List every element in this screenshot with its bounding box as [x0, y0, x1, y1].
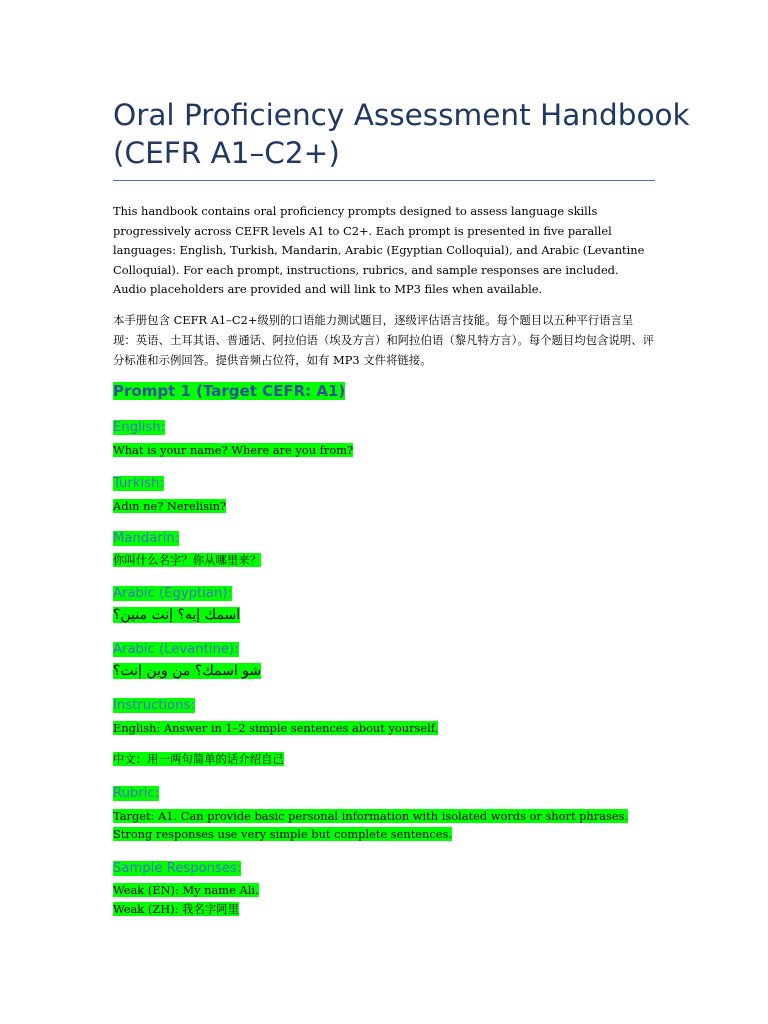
sample-responses-label-text: Sample Responses:	[113, 861, 242, 876]
english-prompt	[113, 441, 655, 459]
sample-weak-english-text: Weak (EN): My name Ali.	[113, 883, 259, 897]
instructions-english	[113, 719, 655, 737]
instructions-english-text: English: Answer in 1–2 simple sentences about yourself.	[113, 721, 439, 735]
sample-responses-label	[113, 860, 241, 878]
turkish-prompt-text: Adın ne? Nerelisin?	[113, 499, 227, 513]
instructions-label	[113, 697, 195, 715]
rubric-text	[113, 807, 655, 843]
english-label	[113, 419, 165, 437]
instructions-chinese	[113, 750, 655, 768]
mandarin-label	[113, 530, 179, 548]
sample-weak-english	[113, 881, 655, 899]
turkish-label	[113, 475, 164, 493]
arabic-egyptian-label	[113, 585, 232, 603]
rubric-text-content: Target: A1. Can provide basic personal information with isolated words or short phrases. Strong responses use very simple but complete sentences.	[113, 809, 629, 841]
english-prompt-text: What is your name? Where are you from?	[113, 443, 354, 457]
english-label-text: English:	[113, 420, 166, 435]
instructions-chinese-text: 中文：用一两句简单的话介绍自己	[113, 752, 284, 766]
arabic-egyptian-label-text: Arabic (Egyptian):	[113, 586, 232, 601]
arabic-egyptian-prompt-text: اسمك إيه؟ إنت منين؟	[113, 607, 241, 623]
title-divider	[113, 180, 655, 181]
arabic-levantine-prompt-text: شو اسمك؟ من وين إنت؟	[113, 663, 262, 679]
prompt-1-heading-text: Prompt 1 (Target CEFR: A1)	[113, 382, 346, 400]
document-title-line-2: (CEFR A1–C2+)	[113, 136, 340, 170]
instructions-label-text: Instructions:	[113, 698, 195, 713]
intro-paragraph-chinese: 本手册包含 CEFR A1–C2+级别的口语能力测试题目，逐级评估语言技能。每个题目以五种平行语言呈现：英语、土耳其语、普通话、阿拉伯语（埃及方言）和阿拉伯语（黎凡特方言）。每个题目均包含说明、评分标准和示例回答。提供音频占位符，如有 MP3 文件将链接。	[113, 313, 655, 367]
intro-paragraph: This handbook contains oral proficiency prompts designed to assess language skills progressively across CEFR levels A1 to C2+. Each prompt is presented in five parallel languages: English, Turkish, Mandarin, Arabic (Egyptian Colloquial), and Arabic (Levantine Colloquial). For each prompt, instructions, rubrics, and sample responses are included. Audio placeholders are provided and will link to MP3 files when available.	[113, 204, 645, 296]
arabic-levantine-prompt	[113, 662, 655, 680]
mandarin-prompt-text: 你叫什么名字？你从哪里来？	[113, 553, 262, 567]
prompt-1-heading	[113, 378, 345, 404]
mandarin-label-text: Mandarin:	[113, 531, 180, 546]
document-title	[113, 96, 690, 172]
arabic-egyptian-prompt	[113, 606, 655, 624]
rubric-label	[113, 785, 159, 803]
rubric-label-text: Rubric:	[113, 786, 160, 801]
sample-weak-chinese	[113, 900, 655, 918]
arabic-levantine-label	[113, 641, 239, 659]
turkish-prompt	[113, 497, 655, 515]
document-title-line-1: Oral Proficiency Assessment Handbook	[113, 98, 690, 132]
mandarin-prompt	[113, 551, 655, 569]
turkish-label-text: Turkish:	[113, 476, 164, 491]
sample-weak-chinese-text: Weak (ZH): 我名字阿里	[113, 902, 239, 916]
arabic-levantine-label-text: Arabic (Levantine):	[113, 642, 239, 657]
